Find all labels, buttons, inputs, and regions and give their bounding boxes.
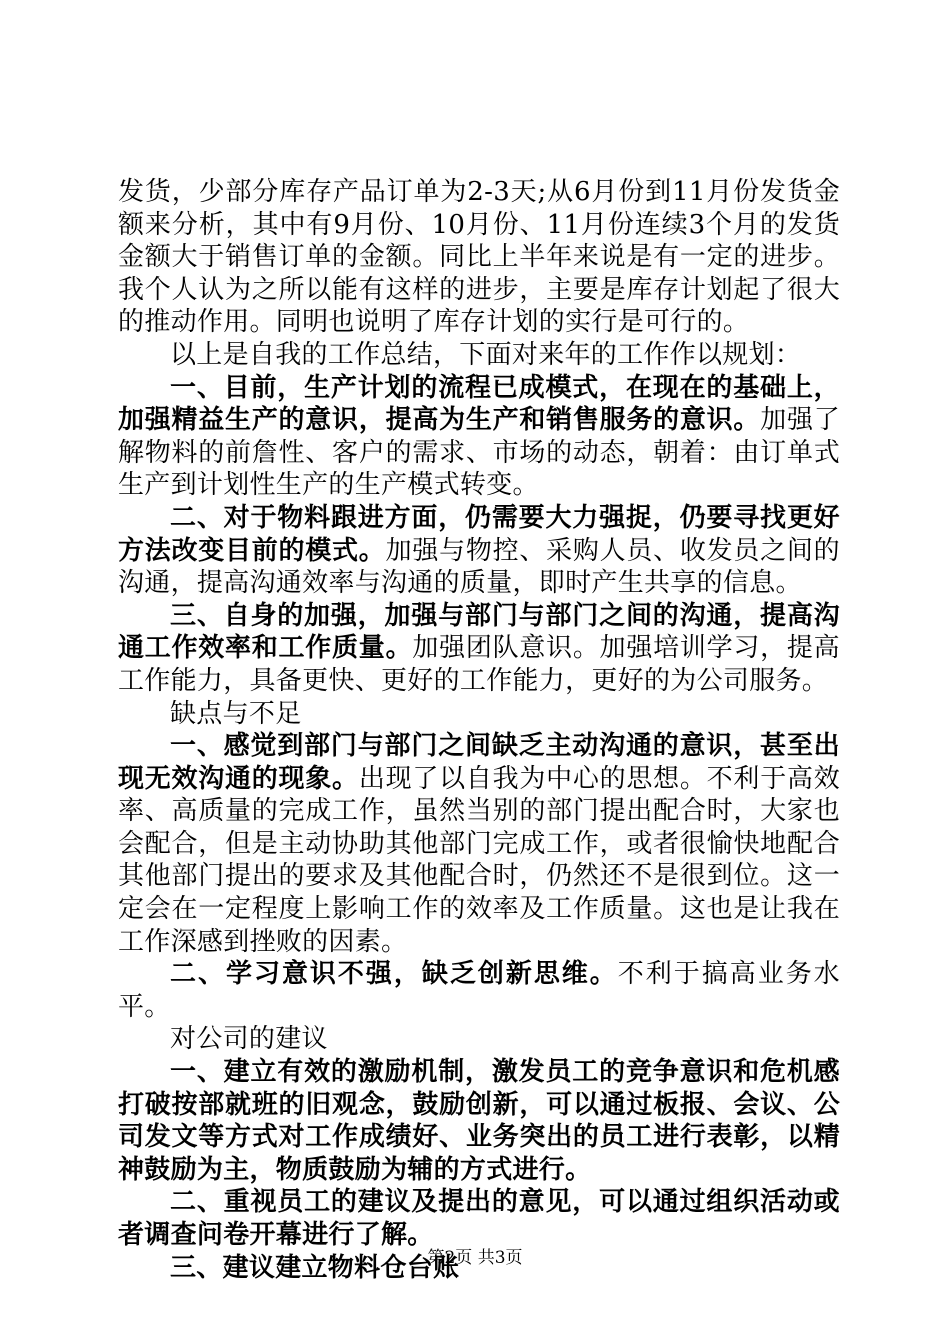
paragraph-plan-2 [118,502,840,600]
paragraph-shortcoming-1 [118,730,840,958]
paragraph-text: 加强了解物料的前詹性、客户的需求、市场的动态，朝着：由订单式生产到计划性生产的生产模式转变。 [118,405,841,501]
section-title-shortcomings [118,698,840,731]
paragraph-lead: 三、自身的加强，加强与部门与部门之间的沟通，提高沟通工作效率和工作质量。 [118,600,840,664]
paragraph-plan-3 [118,600,840,698]
paragraph-text: 缺点与不足 [170,698,302,729]
paragraph-plan-1 [118,372,840,502]
paragraph-lead: 二、重视员工的建议及提出的意见，可以通过组织活动或者调查问卷开幕进行了解。 [118,1187,840,1250]
section-title-suggestions [118,1023,840,1056]
paragraph-lead: 二、对于物料跟进方面，仍需要大力强捉，仍要寻找更好方法改变目前的模式。 [118,502,840,566]
paragraph-text: 发货，少部分库存产品订单为2-3天;从6月份到11月份发货金额来分析，其中有9月份、10月份、11月份连续3个月的发货金额大于销售订单的金额。同比上半年来说是有一定的进步。我个人认为之所以能有这样的进步，主要是库存计划起了很大的推动作用。同明也说明了库存计划的实行是可行的。 [118,177,840,338]
paragraph-suggestion-2 [118,1186,840,1251]
paragraph-lead: 一、目前，生产计划的流程已成模式，在现在的基础上，加强精益生产的意识，提高为生产和销售服务的意识。 [118,372,840,436]
paragraph-text: 加强团队意识。加强培训学习，提高工作能力，具备更快、更好的工作能力，更好的为公司服务。 [118,633,840,696]
paragraph-lead: 一、感觉到部门与部门之间缺乏主动沟通的意识，甚至出现无效沟通的现象。 [118,731,840,794]
paragraph-suggestion-1 [118,1056,840,1186]
paragraph-text: 加强与物控、采购人员、收发员之间的沟通，提高沟通效率与沟通的质量，即时产生共享的信息。 [118,535,840,599]
paragraph-lead: 二、学习意识不强，缺乏创新思维。 [170,959,618,990]
paragraph-text: 对公司的建议 [170,1024,328,1055]
paragraph-lead: 三、建议建立物料仓台账 [170,1252,460,1283]
document-body [118,176,840,1284]
page-footer: 第2页 共3页 [427,1248,523,1268]
paragraph-shipping-summary [118,176,840,339]
paragraph-plan-intro [118,339,840,372]
paragraph-lead: 一、建立有效的激励机制，激发员工的竞争意识和危机感打破按部就班的旧观念，鼓励创新，可以通过板报、会议、公司发文等方式对工作成绩好、业务突出的员工进行表彰，以精神鼓励为主，物质鼓励为辅的方式进行。 [118,1057,840,1185]
paragraph-text: 出现了以自我为中心的思想。不利于高效率、高质量的完成工作，虽然当别的部门提出配合时，大家也会配合，但是主动协助其他部门完成工作，或者很愉快地配合其他部门提出的要求及其他配合时，仍然还不是很到位。这一定会在一定程度上影响工作的效率及工作质量。这也是让我在工作深感到挫败的因素。 [118,763,841,957]
paragraph-text: 不利于搞高业务水平。 [118,959,840,1022]
paragraph-shortcoming-2 [118,958,840,1023]
paragraph-text: 以上是自我的工作总结，下面对来年的工作作以规划： [170,339,802,370]
